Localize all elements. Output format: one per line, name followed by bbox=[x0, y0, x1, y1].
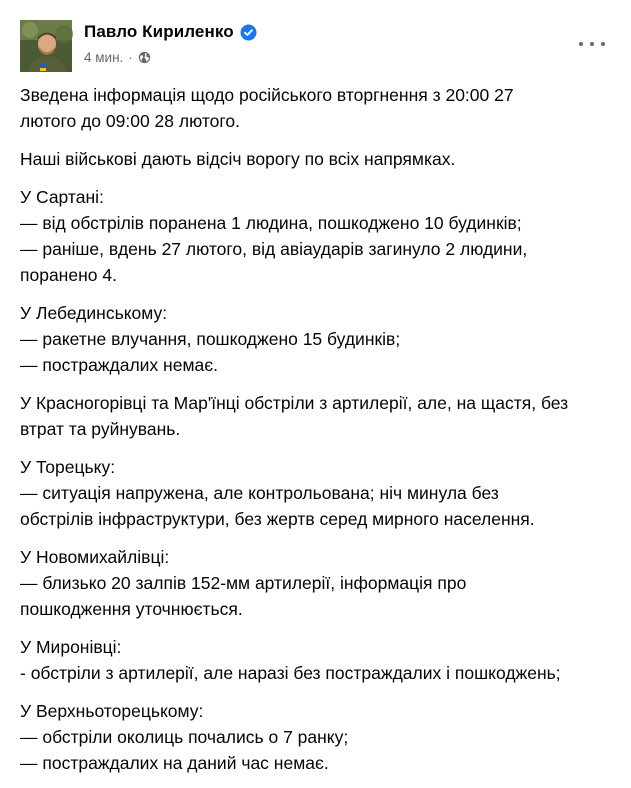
post-meta bbox=[84, 50, 151, 65]
post-text-line: — ситуація напружена, але контрольована; ніч минула без bbox=[20, 483, 499, 503]
more-dot bbox=[601, 42, 605, 46]
post-paragraph bbox=[20, 634, 612, 686]
post-text-line: — від обстрілів поранена 1 людина, пошкоджено 10 будинків; bbox=[20, 213, 522, 233]
post-text-line: втрат та руйнувань. bbox=[20, 419, 181, 439]
post-text-line: Зведена інформація щодо російського вторгнення з 20:00 27 bbox=[20, 85, 514, 105]
post-text-line: У Лебединському: bbox=[20, 303, 168, 323]
globe-icon[interactable] bbox=[138, 51, 151, 64]
post-paragraph bbox=[20, 544, 612, 622]
more-dot bbox=[579, 42, 583, 46]
post-text-line: — обстріли околиць почались о 7 ранку; bbox=[20, 727, 349, 747]
post-text-line: лютого до 09:00 28 лютого. bbox=[20, 111, 240, 131]
post-text-line: - обстріли з артилерії, але наразі без постраждалих і пошкоджень; bbox=[20, 663, 561, 683]
post-text-line: пошкодження уточнюється. bbox=[20, 599, 243, 619]
post-text-line: — близько 20 залпів 152-мм артилерії, інформація про bbox=[20, 573, 467, 593]
verified-badge-icon bbox=[240, 24, 257, 41]
post-text-line: У Красногорівці та Мар'їнці обстріли з артилерії, але, на щастя, без bbox=[20, 393, 569, 413]
more-options-icon[interactable] bbox=[579, 34, 605, 54]
meta-separator: · bbox=[128, 50, 133, 65]
post-header bbox=[20, 20, 611, 72]
post-text-line: — раніше, вдень 27 лютого, від авіаударів загинуло 2 людини, bbox=[20, 239, 528, 259]
post-paragraph bbox=[20, 300, 612, 378]
post-text-line: У Новомихайлівці: bbox=[20, 547, 170, 567]
post-text-line: У Сартані: bbox=[20, 187, 104, 207]
post-paragraph bbox=[20, 390, 612, 442]
post-paragraph bbox=[20, 146, 612, 172]
post-text-line: — постраждалих на даний час немає. bbox=[20, 753, 329, 773]
author-avatar[interactable] bbox=[20, 20, 72, 72]
author-row bbox=[84, 22, 257, 42]
post-text-line: поранено 4. bbox=[20, 265, 117, 285]
post-text-line: У Верхньоторецькому: bbox=[20, 701, 204, 721]
profile-photo bbox=[20, 20, 72, 72]
post-text-line: Наші військові дають відсіч ворогу по всіх напрямках. bbox=[20, 149, 456, 169]
more-dot bbox=[590, 42, 594, 46]
post-text-line: У Торецьку: bbox=[20, 457, 116, 477]
post-paragraph bbox=[20, 184, 612, 288]
post-paragraph bbox=[20, 454, 612, 532]
post-paragraph bbox=[20, 82, 612, 134]
post-text-line: У Миронівці: bbox=[20, 637, 122, 657]
post-paragraph bbox=[20, 698, 612, 776]
post-timestamp[interactable]: 4 мин. bbox=[84, 50, 124, 65]
post-text-line: обстрілів інфраструктури, без жертв серед мирного населення. bbox=[20, 509, 535, 529]
post-text-line: — ракетне влучання, пошкоджено 15 будинків; bbox=[20, 329, 401, 349]
post-text-line: — постраждалих немає. bbox=[20, 355, 219, 375]
author-name[interactable]: Павло Кириленко bbox=[84, 22, 234, 41]
post-text bbox=[20, 82, 612, 788]
